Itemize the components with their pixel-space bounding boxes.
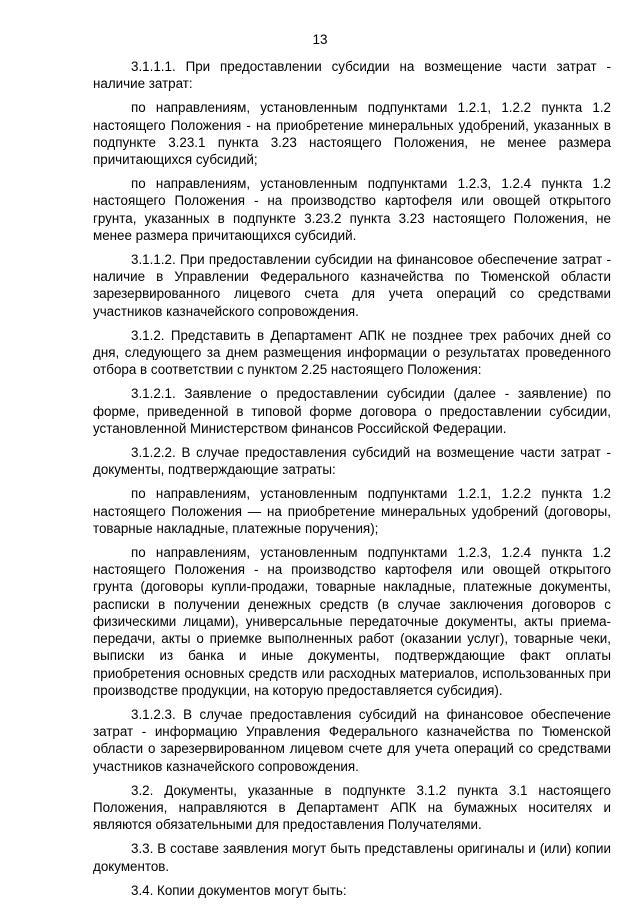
paragraph-3-1-2: 3.1.2. Представить в Департамент АПК не позднее трех рабочих дней со дня, следующего за днем размещения информации о результатах проведенного отбора в соответствии с пунктом 2.25 настоящего Положения:	[93, 327, 611, 378]
paragraph-3-1-2-1: 3.1.2.1. Заявление о предоставлении субсидии (далее - заявление) по форме, приведенной в типовой форме договора о предоставлении субсидии, установленной Министерством финансов Российской Федерации.	[93, 386, 611, 436]
paragraph-3-3: 3.3. В составе заявления могут быть представлены оригиналы и (или) копии документов.	[93, 841, 611, 874]
document-body	[93, 58, 611, 906]
paragraph-3-1-1-1: 3.1.1.1. При предоставлении субсидии на возмещение части затрат - наличие затрат:	[93, 59, 611, 92]
paragraph-3-2: 3.2. Документы, указанные в подпункте 3.1.2 пункта 3.1 настоящего Положения, направляются в Департамент АПК на бумажных носителях и являются обязательными для предоставления Получателями.	[93, 782, 611, 833]
page-number: 13	[312, 32, 328, 47]
paragraph-fertilizer-costs: по направлениям, установленным подпунктами 1.2.1, 1.2.2 пункта 1.2 настоящего Положения - на приобретение минеральных удобрений, указанных в подпункте 3.23.1 пункта 3.23 настоящего Положения, не менее размера причитающихся субсидий;	[93, 100, 611, 168]
paragraph-potato-vegetable-documents: по направлениям, установленным подпунктами 1.2.3, 1.2.4 пункта 1.2 настоящего Положения - на производство картофеля или овощей открытого грунта (договоры купли-продажи, товарные накладные, платежные документы, расписки в получении денежных средств (в случае заключения договоров с физическими лицами), универсальные передаточные документы, акты приема-передачи, акты о приемке выполненных работ (оказании услуг), товарные чеки, выписки из банка и иные документы, подтверждающие факт оплаты приобретения основных средств или расходных материалов, использованных при производстве продукции, на которую предоставляется субсидия).	[93, 545, 611, 698]
paragraph-fertilizer-documents: по направлениям, установленным подпунктами 1.2.1, 1.2.2 пункта 1.2 настоящего Положения — на приобретение минеральных удобрений (договоры, товарные накладные, платежные поручения);	[93, 486, 611, 536]
paragraph-3-1-2-2: 3.1.2.2. В случае предоставления субсидий на возмещение части затрат - документы, подтверждающие затраты:	[93, 445, 611, 478]
paragraph-3-4: 3.4. Копии документов могут быть:	[131, 882, 347, 898]
paragraph-potato-vegetable-costs: по направлениям, установленным подпунктами 1.2.3, 1.2.4 пункта 1.2 настоящего Положения - на производство картофеля или овощей открытого грунта, указанных в подпункте 3.23.2 пункта 3.23 настоящего Положения, не менее размера причитающихся субсидий.	[93, 176, 611, 243]
paragraph-3-1-1-2: 3.1.1.2. При предоставлении субсидии на финансовое обеспечение затрат - наличие в Управлении Федерального казначейства по Тюменской области зарезервированного лицевого счета для учета операций со средствами участников казначейского сопровождения.	[93, 252, 611, 319]
paragraph-3-1-2-3: 3.1.2.3. В случае предоставления субсидий на финансовое обеспечение затрат - информацию Управления Федерального казначейства по Тюменской области о зарезервированном лицевом счете для учета операций со средствами участников казначейского сопровождения.	[93, 706, 611, 774]
